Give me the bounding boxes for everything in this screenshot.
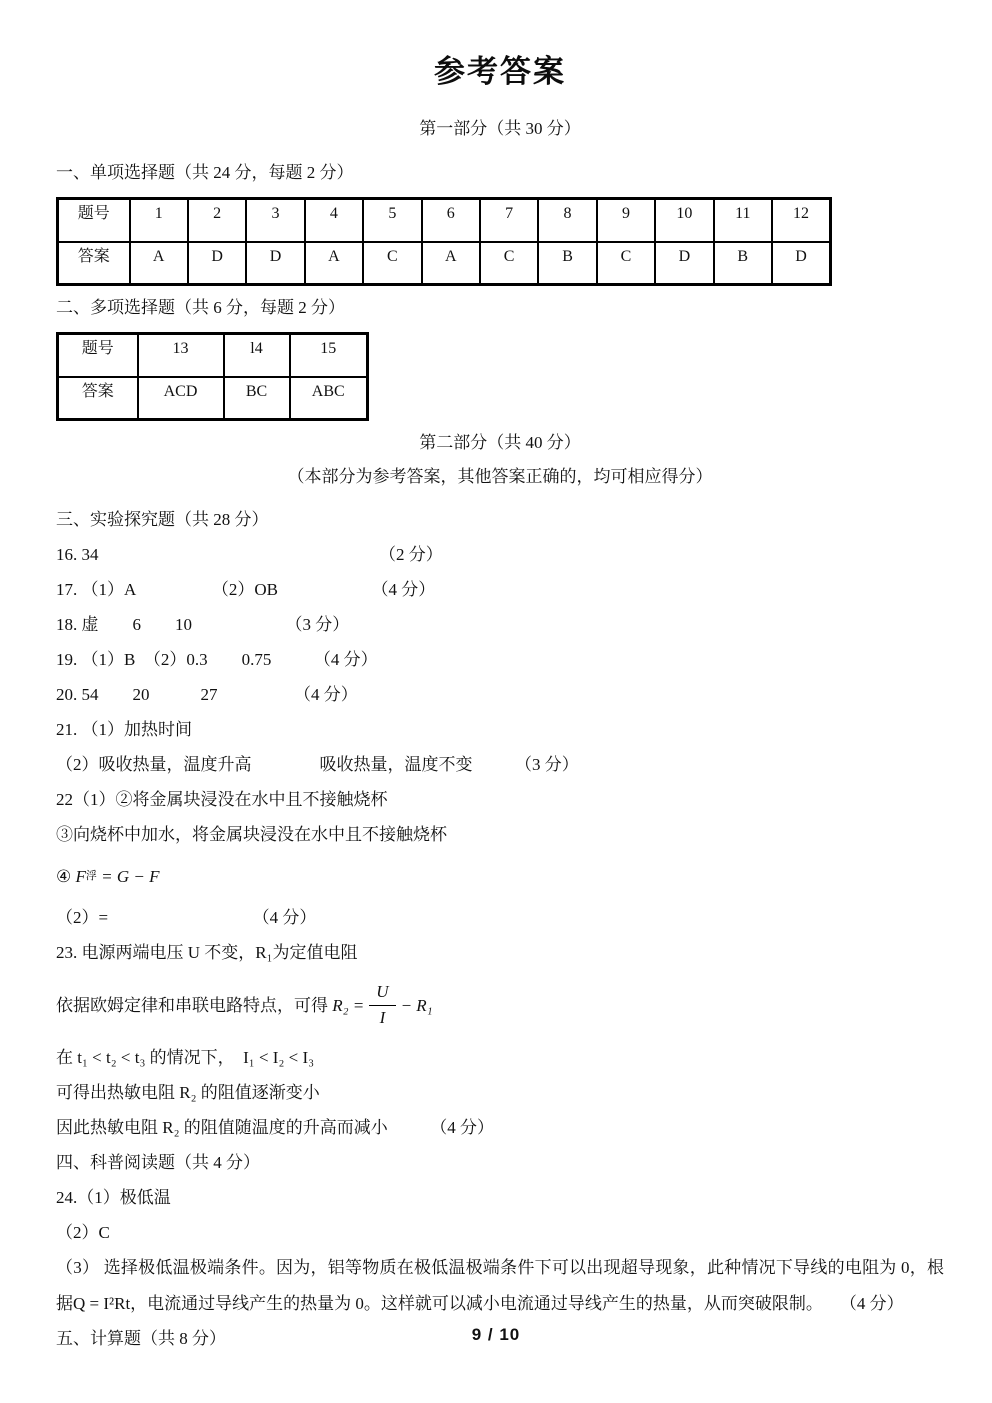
row-label: 题号	[58, 334, 138, 377]
line-q23-1: 23. 电源两端电压 U 不变，R₁为定值电阻	[56, 943, 358, 962]
table-cell: C	[480, 242, 538, 285]
table-cell: A	[422, 242, 480, 285]
table-cell: 4	[305, 199, 363, 242]
table-cell: A	[130, 242, 188, 285]
section2-heading: 二、多项选择题（共 6 分，每题 2 分）	[56, 298, 345, 317]
line-q24-3: （3） 选择极低温极端条件。因为，铝等物质在极低温极端条件下可以出现超导现象，此种情况下导线的电阻为 0，根据Q = I²Rt，电流通过导线产生的热量为 0。这样就可以减小电流通过导线产生的热量，从而突破限制。 （4 分）	[56, 1258, 944, 1313]
table-cell: 12	[772, 199, 831, 242]
page-number: 9 / 10	[471, 1325, 521, 1344]
table-cell: 15	[290, 334, 368, 377]
line-q20: 20. 54 20 27 （4 分）	[56, 685, 358, 704]
line-q16: 16. 34 （2 分）	[56, 545, 443, 564]
fraction	[369, 980, 395, 1030]
table-cell: 5	[363, 199, 421, 242]
table-row-questions	[58, 199, 831, 242]
table-row-answers	[58, 377, 368, 420]
table-cell: 8	[538, 199, 596, 242]
circled-number: ④	[56, 866, 76, 886]
table-cell: C	[363, 242, 421, 285]
line-q23-3: 在 t₁ < t₂ < t₃ 的情况下， I₁ < I₂ < I₃	[56, 1048, 315, 1067]
line-q22-2: ③向烧杯中加水，将金属块浸没在水中且不接触烧杯	[56, 825, 447, 844]
part1-heading: 第一部分（共 30 分）	[419, 119, 581, 138]
line-q22-formula	[56, 852, 944, 900]
row-label: 题号	[58, 199, 130, 242]
line-q21-2: （2）吸收热量，温度升高 吸收热量，温度不变 （3 分）	[56, 755, 579, 774]
table-cell: D	[188, 242, 246, 285]
section4-heading: 四、科普阅读题（共 4 分）	[56, 1153, 260, 1172]
table-cell: 2	[188, 199, 246, 242]
fraction-denominator: I	[379, 1008, 386, 1027]
section5-heading: 五、计算题（共 8 分）	[56, 1329, 226, 1348]
line-q24-1: 24.（1）极低温	[56, 1188, 171, 1207]
formula-subscript: 浮	[85, 869, 97, 882]
line-q22-1: 22（1）②将金属块浸没在水中且不接触烧杯	[56, 790, 388, 809]
table-cell: B	[714, 242, 772, 285]
formula-prefix: 依据欧姆定律和串联电路特点，可得	[56, 995, 333, 1015]
table-cell: 10	[655, 199, 713, 242]
line-q21-1: 21. （1）加热时间	[56, 720, 192, 739]
multi-choice-answer-table	[56, 332, 369, 421]
table-cell: C	[597, 242, 655, 285]
table-cell: ABC	[290, 377, 368, 420]
table-cell: 7	[480, 199, 538, 242]
section1-heading: 一、单项选择题（共 24 分，每题 2 分）	[56, 163, 354, 182]
section3-heading: 三、实验探究题（共 28 分）	[56, 510, 269, 529]
table-cell: D	[655, 242, 713, 285]
table-cell: D	[772, 242, 831, 285]
formula-rest: = G − F	[96, 866, 160, 886]
formula-variable: F	[75, 866, 86, 886]
table-cell: 3	[246, 199, 304, 242]
row-label: 答案	[58, 242, 130, 285]
line-q23-formula	[56, 970, 944, 1040]
table-cell: 9	[597, 199, 655, 242]
table-cell: B	[538, 242, 596, 285]
table-cell: 11	[714, 199, 772, 242]
table-cell: BC	[224, 377, 290, 420]
table-cell: D	[246, 242, 304, 285]
table-row-questions	[58, 334, 368, 377]
fraction-numerator: U	[369, 980, 395, 1006]
line-q17: 17. （1）A （2）OB （4 分）	[56, 580, 436, 599]
row-label: 答案	[58, 377, 138, 420]
line-q22-5: （2）= （4 分）	[56, 908, 317, 927]
single-choice-answer-table	[56, 197, 832, 286]
table-cell: 6	[422, 199, 480, 242]
table-cell: A	[305, 242, 363, 285]
line-q23-5: 因此热敏电阻 R₂ 的阻值随温度的升高而减小 （4 分）	[56, 1118, 495, 1137]
table-cell: 1	[130, 199, 188, 242]
part2-heading: 第二部分（共 40 分）	[419, 433, 581, 452]
line-q19: 19. （1）B （2）0.3 0.75 （4 分）	[56, 650, 378, 669]
formula-rhs: − R₁	[400, 995, 433, 1015]
line-q24-2: （2）C	[56, 1223, 110, 1242]
page-title: 参考答案	[434, 54, 566, 89]
table-row-answers	[58, 242, 831, 285]
formula-lhs: R₂ =	[332, 995, 365, 1015]
line-q23-4: 可得出热敏电阻 R₂ 的阻值逐渐变小	[56, 1083, 320, 1102]
line-q18: 18. 虚 6 10 （3 分）	[56, 615, 350, 634]
part2-note: （本部分为参考答案，其他答案正确的，均可相应得分）	[287, 467, 713, 486]
table-cell: 13	[138, 334, 224, 377]
table-cell: ACD	[138, 377, 224, 420]
table-cell: l4	[224, 334, 290, 377]
